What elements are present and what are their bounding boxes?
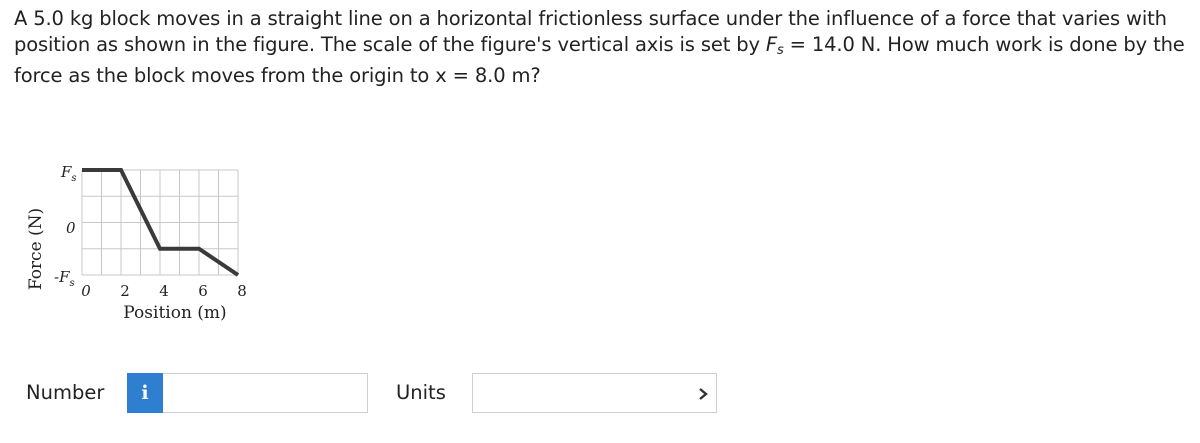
graph-svg bbox=[0, 140, 300, 340]
y-axis-label: Force (N) bbox=[26, 207, 46, 291]
chevron-down-icon bbox=[698, 387, 708, 401]
x-axis-label: Position (m) bbox=[123, 303, 227, 323]
y-tick-zero bbox=[66, 219, 76, 237]
x-tick-labels bbox=[81, 282, 247, 300]
number-label: Number bbox=[26, 381, 105, 404]
svg-text:-Fs: $-F_s$ bbox=[54, 268, 75, 289]
svg-text:Fs: $F_s$ bbox=[61, 163, 77, 184]
x-tick-label: 2 bbox=[120, 282, 130, 300]
force-position-graph bbox=[0, 140, 300, 340]
y-tick-top bbox=[60, 163, 77, 184]
x-tick-label: 6 bbox=[198, 282, 208, 300]
x-tick-label: 0 bbox=[81, 282, 91, 300]
answer-row bbox=[0, 372, 1200, 414]
x-tick-label: 8 bbox=[237, 282, 247, 300]
number-input[interactable] bbox=[163, 373, 368, 413]
y-tick-bottom bbox=[54, 268, 75, 289]
units-label: Units bbox=[396, 381, 446, 404]
question-text-after: = 14.0 N. How much work is done by the force as the block moves from the origin to x = 8.0 m? bbox=[14, 32, 1185, 87]
question-text-before: A 5.0 kg block moves in a straight line on a horizontal frictionless surface under the influence of a force that varies with position as shown in the figure. The scale of the figure's vertical axis is set by bbox=[14, 7, 1167, 56]
question-text bbox=[14, 6, 1189, 89]
units-select[interactable] bbox=[472, 373, 717, 413]
x-tick-label: 4 bbox=[159, 282, 169, 300]
fs-symbol: F bbox=[765, 32, 777, 56]
info-icon[interactable]: i bbox=[127, 373, 163, 413]
fs-subscript: s bbox=[777, 42, 784, 58]
svg-text:0: 0 bbox=[66, 219, 76, 237]
